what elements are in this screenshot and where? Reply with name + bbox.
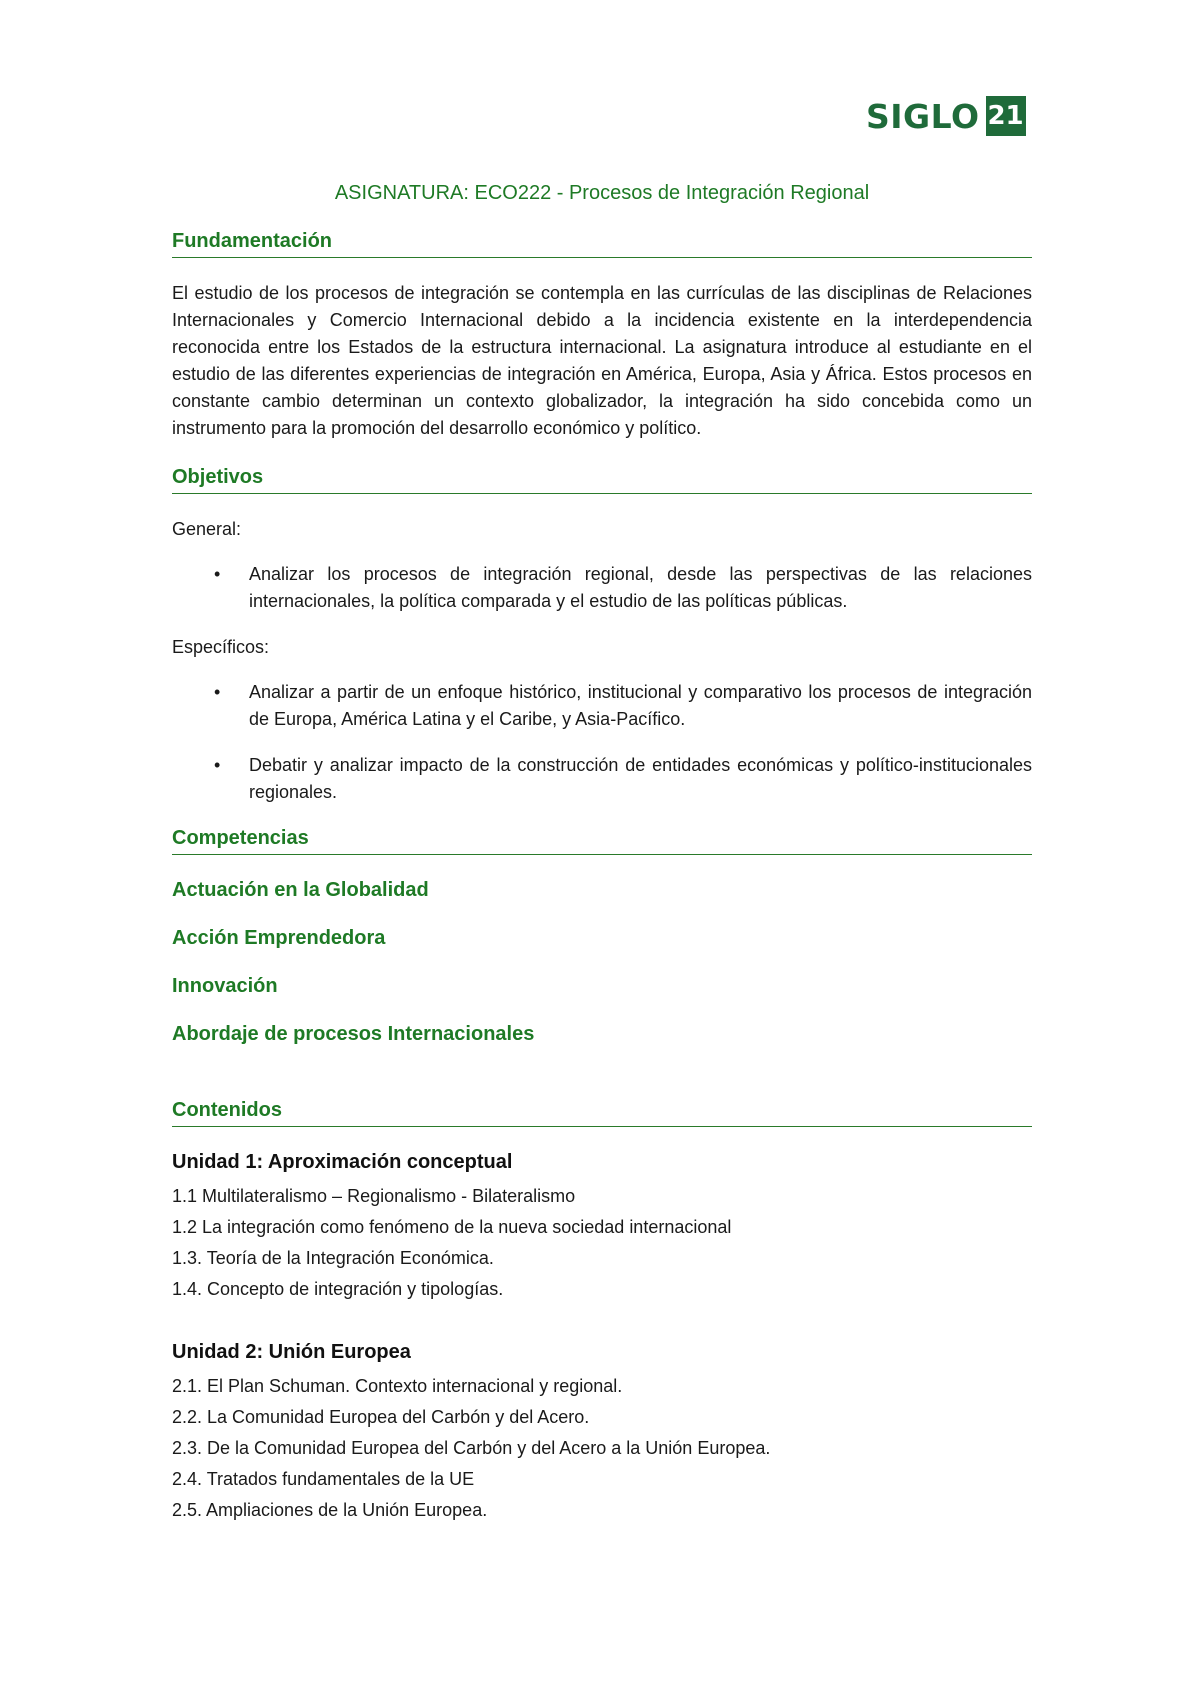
list-item: 2.1. El Plan Schuman. Contexto internacional y regional. bbox=[172, 1376, 623, 1396]
list-item bbox=[172, 679, 1032, 733]
unit-title: Unidad 1: Aproximación conceptual bbox=[172, 1151, 513, 1173]
competencia-item: Abordaje de procesos Internacionales bbox=[172, 1023, 535, 1045]
list-item: 1.1 Multilateralismo – Regionalismo - Bilateralismo bbox=[172, 1186, 576, 1206]
list-item: 2.5. Ampliaciones de la Unión Europea. bbox=[172, 1500, 488, 1520]
bullet-icon: • bbox=[214, 682, 221, 702]
list-item: 2.2. La Comunidad Europea del Carbón y del Acero. bbox=[172, 1407, 590, 1427]
competencias-list bbox=[172, 877, 1032, 1047]
list-item: 1.4. Concepto de integración y tipologías. bbox=[172, 1279, 504, 1299]
list-item: 2.3. De la Comunidad Europea del Carbón y del Acero a la Unión Europea. bbox=[172, 1438, 771, 1458]
list-item-text: Analizar a partir de un enfoque histórico, institucional y comparativo los procesos de integración de Europa, América Latina y el Caribe, y Asia-Pacífico. bbox=[249, 682, 1032, 729]
competencia-item: Acción Emprendedora bbox=[172, 927, 386, 949]
objetivos-general-label: General: bbox=[172, 519, 242, 539]
section-heading-contenidos: Contenidos bbox=[172, 1097, 1032, 1127]
list-item bbox=[172, 561, 1032, 615]
logo-mark: 21 bbox=[986, 96, 1026, 136]
unit-items bbox=[172, 1181, 1032, 1305]
document-body bbox=[172, 180, 1032, 1560]
competencia-item: Actuación en la Globalidad bbox=[172, 879, 429, 901]
bullet-icon: • bbox=[214, 755, 221, 775]
fundamentacion-text: El estudio de los procesos de integración se contempla en las currículas de las disciplinas de Relaciones Internacionales y Comercio Internacional debido a la incidencia existente en la interdependencia reconocida entre los Estados de la estructura internacional. La asignatura introduce al estudiante en el estudio de las diferentes experiencias de integración en América, Europa, Asia y África. Estos procesos en constante cambio determinan un contexto globalizador, la integración ha sido concebida como un instrumento para la promoción del desarrollo económico y político. bbox=[172, 283, 1032, 438]
list-item-text: Analizar los procesos de integración regional, desde las perspectivas de las relaciones internacionales, la política comparada y el estudio de las políticas públicas. bbox=[249, 564, 1032, 611]
logo-word: SIGLO bbox=[866, 96, 980, 136]
unit-title: Unidad 2: Unión Europea bbox=[172, 1341, 411, 1363]
bullet-icon: • bbox=[214, 564, 221, 584]
unit-items bbox=[172, 1371, 1032, 1526]
objetivos-especificos-label: Específicos: bbox=[172, 637, 270, 657]
list-item bbox=[172, 752, 1032, 806]
list-item-text: Debatir y analizar impacto de la construcción de entidades económicas y político-institucionales regionales. bbox=[249, 755, 1032, 802]
list-item: 2.4. Tratados fundamentales de la UE bbox=[172, 1469, 475, 1489]
siglo21-logo bbox=[866, 96, 1026, 136]
section-heading-objetivos: Objetivos bbox=[172, 464, 1032, 494]
objetivos-especificos-list bbox=[172, 679, 1032, 806]
list-item: 1.3. Teoría de la Integración Económica. bbox=[172, 1248, 494, 1268]
section-heading-competencias: Competencias bbox=[172, 825, 1032, 855]
document-title: ASIGNATURA: ECO222 - Procesos de Integración Regional bbox=[334, 182, 870, 204]
list-item: 1.2 La integración como fenómeno de la nueva sociedad internacional bbox=[172, 1217, 732, 1237]
competencia-item: Innovación bbox=[172, 975, 278, 997]
objetivos-general-list bbox=[172, 561, 1032, 615]
section-heading-fundamentacion: Fundamentación bbox=[172, 228, 1032, 258]
